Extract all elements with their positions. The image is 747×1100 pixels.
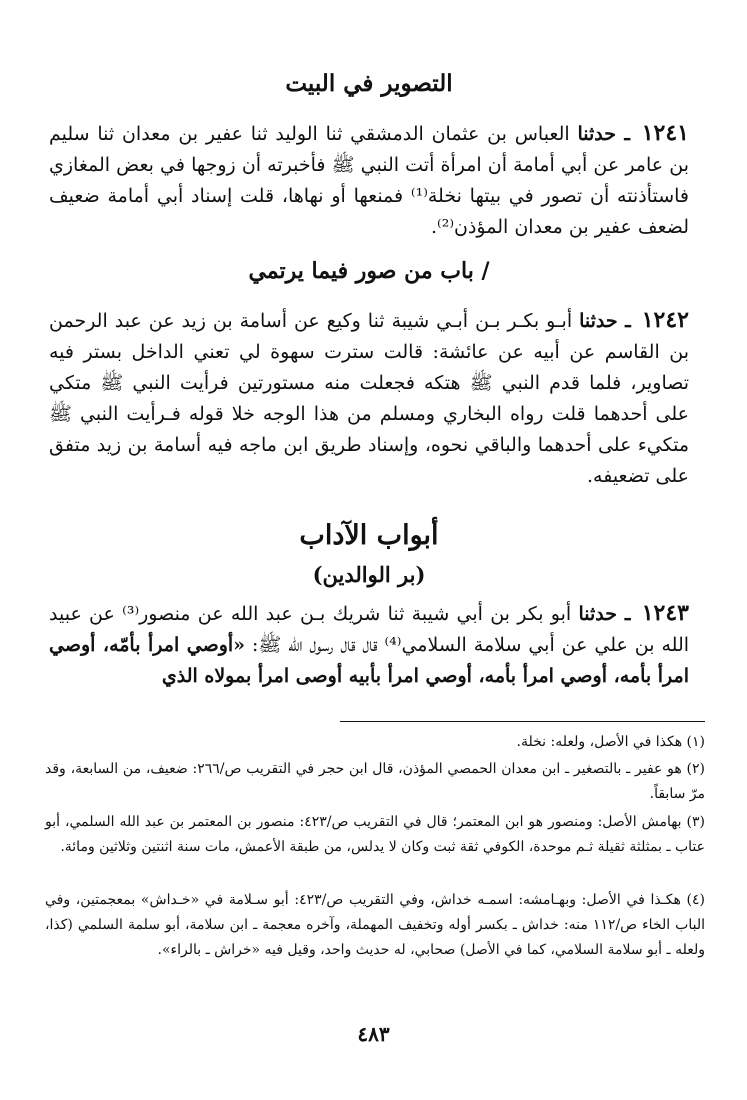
book-section-title: أبواب الآداب bbox=[299, 520, 439, 551]
hadith-text: أبـو بكـر بـن أبـي شيبة ثنا وكيع عن أسامة بن زيد عن عبد الرحمن بن القاسم عن أبيه عن عائشة: قالت سترت سهوة لي تعني الداخل بستر فيه تصاوير، فلما قدم النبي ﷺ هتكه فجعلت منه مستورتين فرأيت النبي ﷺ متكي على أحدهما قلت رواه البخاري ومسلم من هذا الوجه خلا قوله فـرأيت النبي ﷺ متكيء على أحدهما والباقي نحوه، وإسناد طريق ابن ماجه فيه أسامة بن زيد متفق على تضعيفه. bbox=[49, 310, 690, 487]
footnote-1: (١) هكذا في الأصل، ولعله: نخلة. bbox=[516, 734, 705, 750]
hadith-number: ١٢٤٣ bbox=[641, 600, 689, 626]
hadith-1242 bbox=[49, 305, 689, 492]
footnote-2: (٢) هو عفير ـ بالتصغير ـ ابن معدان الحمصي المؤذن، قال ابن حجر في التقريب ص/٢٦٦: ضعيف، من السابعة، وقد مرّ سابقاً. bbox=[45, 761, 705, 802]
page-number: ٤٨٣ bbox=[357, 1022, 390, 1046]
section-title-photography: التصوير في البيت bbox=[285, 70, 453, 97]
hadith-lead: ـ حدثنا bbox=[577, 123, 630, 145]
hadith-1241 bbox=[49, 118, 689, 243]
hadith-lead: ـ حدثنا bbox=[578, 603, 631, 625]
footnote-4: (٤) هكـذا في الأصل: وبهـامشه: اسمـه خداش، وفي التقريب ص/٤٢٣: أبو سـلامة في «خـداش» بمعجمتين، وفي الباب الخاء ص/١١٢ منه: خداش ـ بكسر أوله وتخفيف المهملة، وآخره معجمة ـ ابن سلامة، أبو سلمة السلمي (كذا، ولعله ـ أبو سلامة السلامي، كما في الأصل) صحابي، له حديث واحد، وقيل فيه «خراش ـ بالراء». bbox=[45, 892, 706, 958]
subsection-title: (بر الوالدين) bbox=[312, 562, 426, 587]
hadith-number: ١٢٤٢ bbox=[641, 307, 689, 333]
hadith-text: العباس بن عثمان الدمشقي ثنا الوليد ثنا عفير بن معدان ثنا سليم بن عامر عن أبي أمامة أن امرأة أتت النبي ﷺ فأخبرته أن زوجها في بعض المغازي فاستأذنته أن تصور في بيتها نخلة⁽¹⁾ فمنعها أو نهاها، قلت إسناد أبي أمامة ضعيف لضعف عفير بن معدان المؤذن⁽²⁾. bbox=[49, 123, 689, 238]
chapter-title: / باب من صور فيما يرتمي bbox=[248, 258, 490, 284]
hadith-1243 bbox=[49, 598, 689, 692]
footnote-3: (٣) بهامش الأصل: ومنصور هو ابن المعتمر؛ قال في التقريب ص/٤٢٣: منصور بن المعتمر بن عبد الله السلمي، أبو عتاب ـ بمثلثة ثقيلة ثـم موحدة، الكوفي ثقة ثبت وكان لا يدلس، من طبقة الأعمش، مات سنة اثنتين وثلاثين ومائة. bbox=[45, 814, 705, 855]
hadith-text: أبو بكر بن أبي شيبة ثنا شريك بـن عبد الله عن منصور⁽³⁾ عن عبيد الله بن علي عن أبي سلامة السلامي⁽⁴⁾ قال قال رسول الله ﷺ: bbox=[49, 603, 690, 656]
footnote-divider bbox=[340, 721, 705, 722]
hadith-lead: ـ حدثنا bbox=[579, 310, 631, 332]
hadith-number: ١٢٤١ bbox=[641, 120, 689, 146]
hadith-quote: «أوصي امرأ بأمّه، أوصي امرأ بأمه، أوصي امرأ بأمه، أوصي امرأ بأبيه أوصى امرأ بمولاه الذي bbox=[49, 634, 689, 687]
